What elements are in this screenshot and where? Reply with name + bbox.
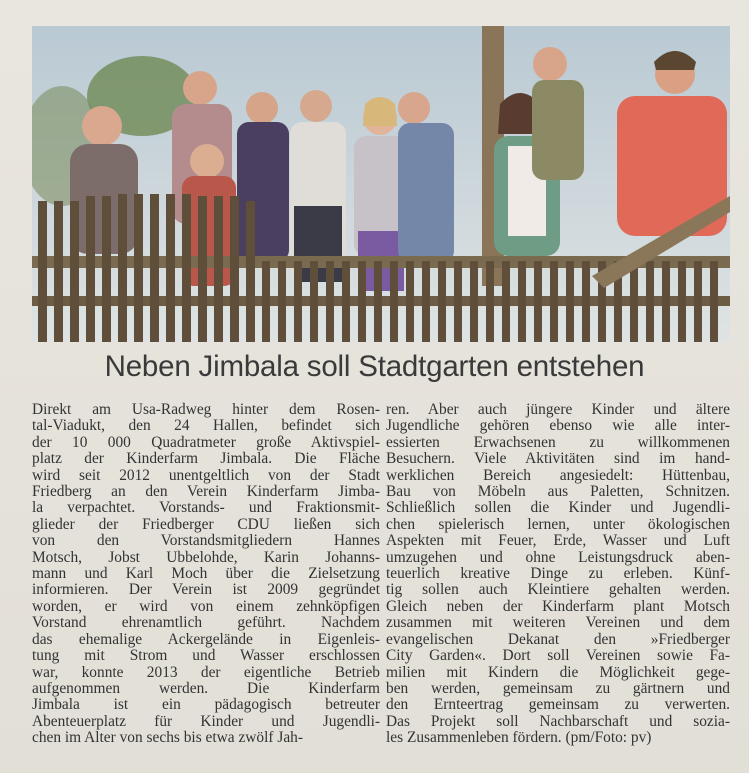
text-line: chen spielerisch lernen, unter ökologischen [386,515,730,533]
text-line: der 10 000 Quadratmeter große Aktivspiel- [32,433,380,451]
text-line: informieren. Der Verein ist 2009 gegründet [32,581,380,599]
text-line: Abenteuerplatz für Kinder und Jugendli- [32,712,380,730]
text-line: Vorstand ehrenamtlich geführt. Nachdem [32,614,380,632]
text-line: Motsch, Jobst Ubbelohde, Karin Johanns- [32,548,380,566]
text-line: umzugehen und ohne Leistungsdruck aben- [386,548,730,566]
text-line: Gleich neben der Kinderfarm plant Motsch [386,597,730,615]
text-line: tig sollen auch Kleintiere gehalten werden. [386,581,730,599]
article-column-left [32,402,380,747]
text-line: chen im Alter von sechs bis etwa zwölf Jah- [32,729,303,747]
text-line: ben werden, gemeinsam zu gärtnern und [386,679,730,697]
text-line: la verpachtet. Vorstands- und Fraktionsmit- [32,499,380,517]
text-line: City Garden«. Dort soll Vereinen sowie Fa- [386,647,730,665]
text-line: Jugendliche gehören ebenso wie alle inter- [386,417,730,435]
group-photo [32,26,730,342]
text-line: worden, er wird von einem zehnköpfigen [32,597,380,615]
text-line: mann und Karl Moch über die Zielsetzung [32,565,380,583]
text-line: platz der Kinderfarm Jimbala. Die Fläche [32,450,380,468]
text-line: tung mit Strom und Wasser erschlossen [32,647,380,665]
article-column-right [386,402,730,747]
text-line: Direkt am Usa-Radweg hinter dem Rosen- [32,401,380,418]
text-line: evangelischen Dekanat den »Friedberger [386,630,730,648]
text-line: tal-Viadukt, den 24 Hallen, befindet sich [32,417,380,435]
text-line: den Ernteertrag gemeinsam zu verwerten. [386,696,730,714]
text-line: teuerlich kreative Dinge zu erleben. Künf- [386,565,730,583]
text-line: werklichen Bereich angesiedelt: Hüttenbau, [386,466,730,484]
text-line: Besuchern. Viele Aktivitäten sind im hand- [386,450,730,468]
text-line: das ehemalige Ackergelände in Eigenleis- [32,630,380,648]
text-line: glieder der Friedberger CDU ließen sich [32,515,380,533]
text-line: Bau von Möbeln aus Paletten, Schnitzen. [386,483,730,501]
text-line: Schließlich sollen die Kinder und Jugendli- [386,499,730,517]
text-line: milien mit Kindern die Möglichkeit gege- [386,663,730,681]
text-line: wird seit 2012 unentgeltlich von der Stadt [32,466,380,484]
text-line: Jimbala ist ein pädagogisch betreuter [32,696,380,714]
text-line: ren. Aber auch jüngere Kinder und ältere [386,401,730,418]
text-line: von den Vorstandsmitgliedern Hannes [32,532,380,550]
text-line: essierten Erwachsenen zu willkommenen [386,433,730,451]
text-line: war, konnte 2013 der eigentliche Betrieb [32,663,380,681]
text-line: Aspekten mit Feuer, Erde, Wasser und Luft [386,532,730,550]
article-headline: Neben Jimbala soll Stadtgarten entstehen [104,350,645,383]
text-line: Das Projekt soll Nachbarschaft und sozia- [386,712,730,730]
text-line: les Zusammenleben fördern. (pm/Foto: pv) [386,729,652,747]
text-line: aufgenommen werden. Die Kinderfarm [32,679,380,697]
text-line: Friedberg an den Verein Kinderfarm Jimba- [32,483,380,501]
text-line: zusammen mit weiteren Vereinen und dem [386,614,730,632]
photo-illustration [32,26,730,342]
